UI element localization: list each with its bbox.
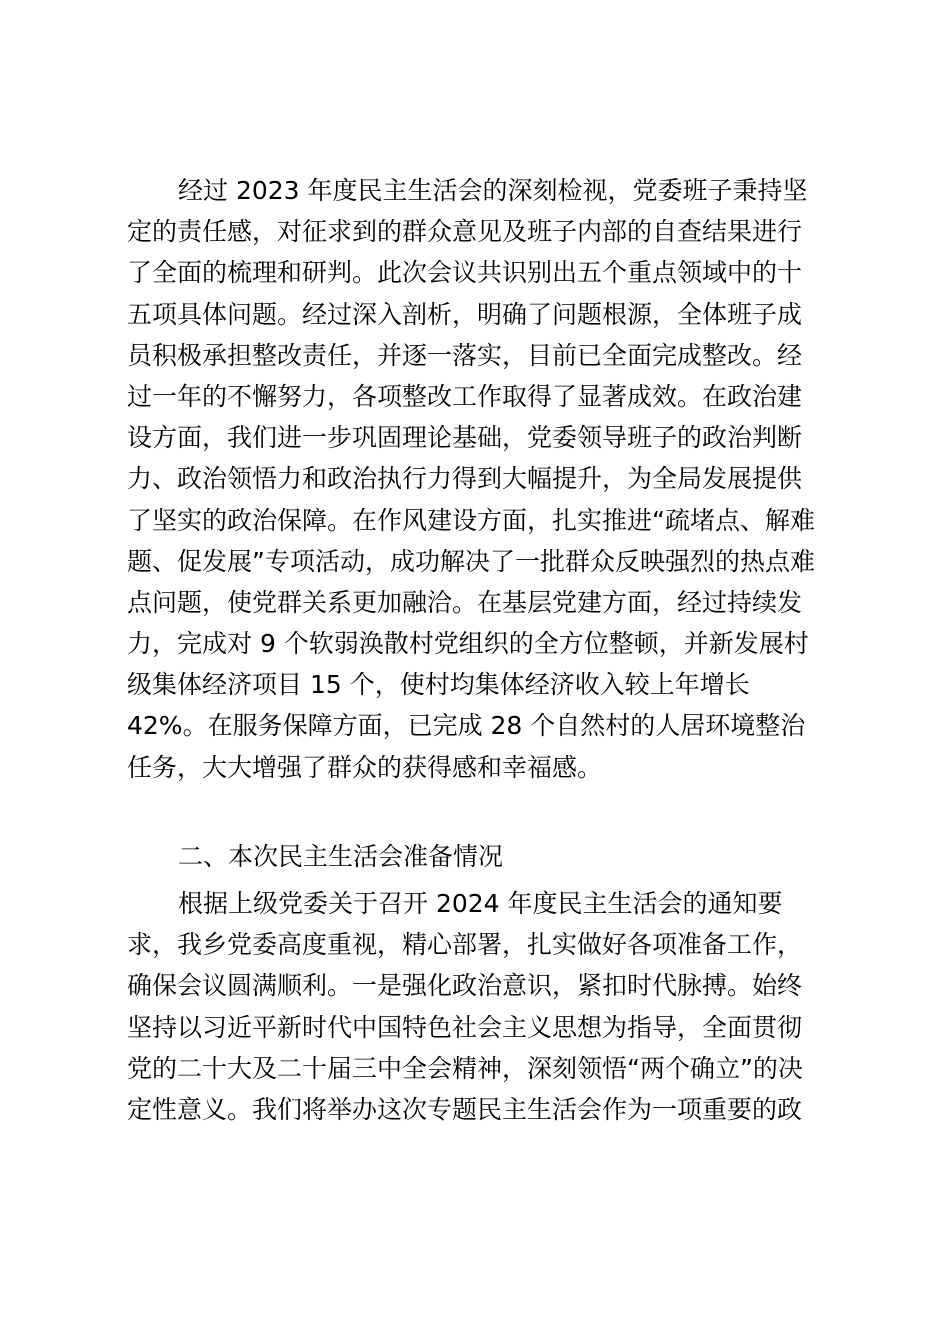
- paragraph-line: 五项具体问题。经过深入剖析，明确了问题根源，全体班子成: [127, 299, 803, 329]
- paragraph-line: 设方面，我们进一步巩固理论基础，党委领导班子的政治判断: [127, 423, 803, 453]
- paragraph-line: 任务，大大增强了群众的获得感和幸福感。: [127, 752, 603, 782]
- paragraph-line: 了坚实的政治保障。在作风建设方面，扎实推进“疏堵点、解难: [127, 505, 815, 535]
- paragraph-line: 力、政治领悟力和政治执行力得到大幅提升，为全局发展提供: [127, 464, 803, 494]
- paragraph-line: 题、促发展”专项活动，成功解决了一批群众反映强烈的热点难: [127, 546, 815, 576]
- paragraph-line: 点问题，使党群关系更加融洽。在基层党建方面，经过持续发: [127, 587, 803, 617]
- paragraph-line: 员积极承担整改责任，并逐一落实，目前已全面完成整改。经: [127, 340, 803, 370]
- paragraph-line: 力，完成对 9 个软弱涣散村党组织的全方位整顿，并新发展村: [127, 629, 809, 659]
- heading-text: 二、本次民主生活会准备情况: [178, 842, 504, 871]
- paragraph-line: 定性意义。我们将举办这次专题民主生活会作为一项重要的政: [127, 1094, 803, 1124]
- paragraph-line: 党的二十大及二十届三中全会精神，深刻领悟“两个确立”的决: [127, 1053, 803, 1083]
- paragraph-line: 定的责任感，对征求到的群众意见及班子内部的自查结果进行: [127, 217, 803, 247]
- paragraph-line: 坚持以习近平新时代中国特色社会主义思想为指导，全面贯彻: [127, 1012, 803, 1042]
- paragraph-line: 级集体经济项目 15 个，使村均集体经济收入较上年增长: [127, 670, 750, 700]
- paragraph-line: 经过 2023 年度民主生活会的深刻检视，党委班子秉持坚: [178, 176, 808, 205]
- paragraph-line: 42%。在服务保障方面，已完成 28 个自然村的人居环境整治: [127, 711, 806, 741]
- paragraph-line: 过一年的不懈努力，各项整改工作取得了显著成效。在政治建: [127, 381, 803, 411]
- paragraph-line: 确保会议圆满顺利。一是强化政治意识，紧扣时代脉搏。始终: [127, 971, 803, 1001]
- section-heading: [127, 836, 832, 877]
- paragraph-line: 了全面的梳理和研判。此次会议共识别出五个重点领域中的十: [127, 258, 803, 288]
- paragraph-line: 根据上级党委关于召开 2024 年度民主生活会的通知要: [178, 889, 783, 918]
- paragraph-line: 求，我乡党委高度重视，精心部署，扎实做好各项准备工作，: [127, 930, 803, 960]
- paragraph-1: [127, 170, 832, 788]
- paragraph-2: [127, 883, 832, 1130]
